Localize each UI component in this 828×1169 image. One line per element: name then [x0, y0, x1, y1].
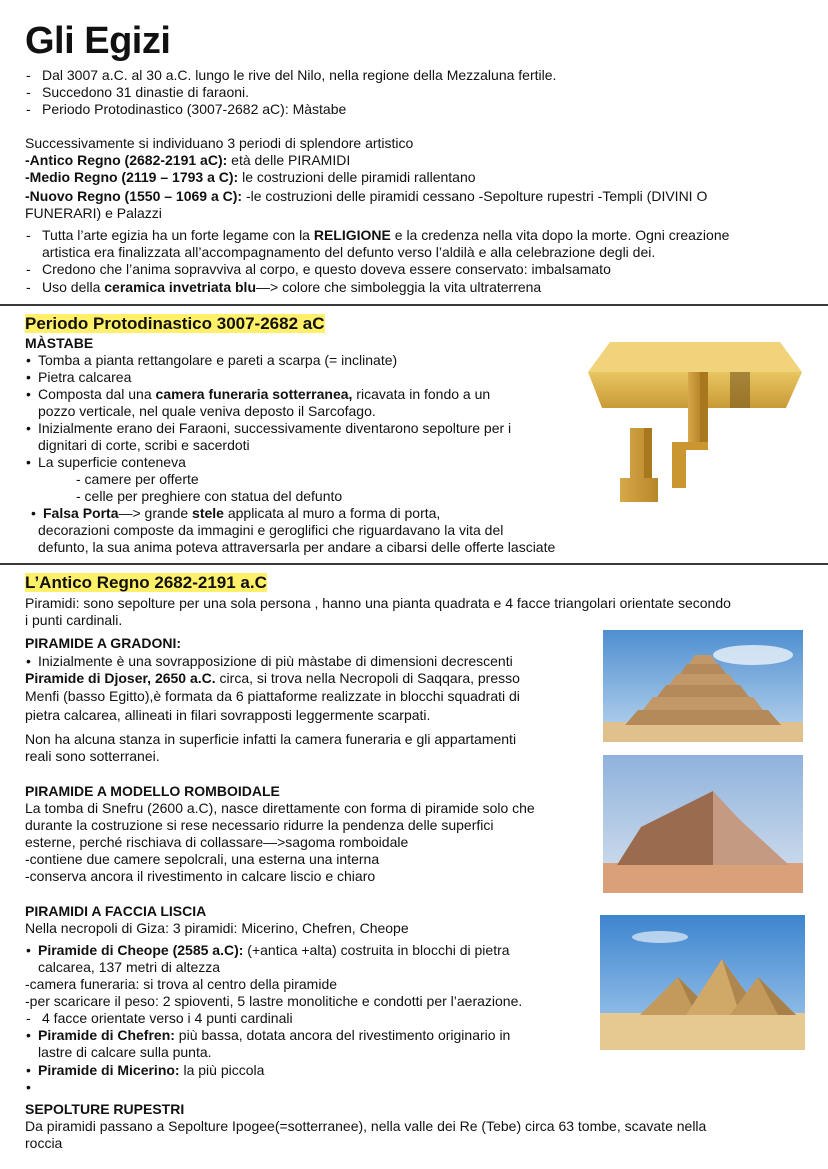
- period-medio: -Medio Regno (2119 – 1793 a C): le costruzioni delle piramidi rallentano: [25, 169, 476, 185]
- mastabe-bullet: • Inizialmente erano dei Faraoni, successivamente diventarono sepolture per i: [38, 420, 511, 437]
- gradoni-text: pietra calcarea, allineati in filari sovrapposti leggermente scarpati.: [25, 707, 431, 723]
- mastabe-bullet: • Composta dal una camera funeraria sotterranea, ricavata in fondo a un: [38, 386, 490, 403]
- rupestri-text: roccia: [25, 1135, 63, 1151]
- chefren-bullet: • Piramide di Chefren: più bassa, dotata ancora del rivestimento originario in: [38, 1027, 510, 1044]
- liscia-title: PIRAMIDI A FACCIA LISCIA: [25, 903, 207, 919]
- antico-intro: Piramidi: sono sepolture per una sola persona , hanno una pianta quadrata e 4 facce triangolari orientate secondo: [25, 595, 731, 611]
- gradoni-bullet: • Inizialmente è una sovrapposizione di più màstabe di dimensioni decrescenti: [38, 653, 513, 670]
- mastabe-subitem: - camere per offerte: [76, 471, 199, 487]
- micerino-bullet: • Piramide di Micerino: la più piccola: [38, 1062, 264, 1079]
- romboidale-text: La tomba di Snefru (2600 a.C), nasce direttamente con forma di piramide solo che: [25, 800, 535, 816]
- gradoni-text: Piramide di Djoser, 2650 a.C. circa, si trova nella Necropoli di Saqqara, presso: [25, 670, 520, 686]
- falsa-porta-bullet: • Falsa Porta—> grande stele applicata al muro a forma di porta,: [43, 505, 440, 522]
- falsa-porta-cont: decorazioni composte da immagini e geroglifici che riguardavano la vita del: [38, 522, 504, 538]
- mastabe-bullet-cont: pozzo verticale, nel quale veniva deposto il Sarcofago.: [38, 403, 376, 419]
- mastabe-bullet: • Pietra calcarea: [38, 369, 131, 386]
- romboidale-text: -conserva ancora il rivestimento in calcare liscio e chiaro: [25, 868, 376, 884]
- bent-pyramid-photo: [603, 755, 803, 893]
- mastabe-subitem: - celle per preghiere con statua del defunto: [76, 488, 343, 504]
- step-pyramid-photo: [603, 630, 803, 742]
- antico-heading: L’Antico Regno 2682-2191 a.C: [25, 573, 267, 592]
- mastabe-bullet: • Tomba a pianta rettangolare e pareti a scarpa (= inclinate): [38, 352, 397, 369]
- section-divider: [0, 563, 828, 565]
- intro-bullet: - Dal 3007 a.C. al 30 a.C. lungo le rive del Nilo, nella regione della Mezzaluna fertile.: [42, 67, 556, 84]
- gradoni-text: Non ha alcuna stanza in superficie infatti la camera funeraria e gli appartamenti: [25, 731, 517, 747]
- mastaba-illustration: [580, 330, 805, 510]
- cheope-cont: calcarea, 137 metri di altezza: [38, 959, 221, 975]
- mastabe-bullet: • La superficie conteneva: [38, 454, 186, 471]
- giza-pyramids-photo: [600, 915, 805, 1050]
- section-divider: [0, 304, 828, 306]
- gradoni-text: Menfi (basso Egitto),è formata da 6 piattaforme realizzate in blocchi squadrati di: [25, 688, 520, 704]
- ceramica-line: - Uso della ceramica invetriata blu—> colore che simboleggia la vita ultraterrena: [42, 279, 541, 296]
- chefren-cont: lastre di calcare sulla punta.: [38, 1044, 212, 1060]
- proto-heading: Periodo Protodinastico 3007-2682 aC: [25, 314, 325, 333]
- romboidale-text: -contiene due camere sepolcrali, una esterna una interna: [25, 851, 380, 867]
- rupestri-title: SEPOLTURE RUPESTRI: [25, 1101, 185, 1117]
- intro-bullet: - Succedono 31 dinastie di faraoni.: [42, 84, 249, 101]
- period-antico: -Antico Regno (2682-2191 aC): età delle PIRAMIDI: [25, 152, 351, 168]
- period-nuovo: -Nuovo Regno (1550 – 1069 a C): -le costruzioni delle piramidi cessano -Sepolture rupestri -Templi (DIVINI O: [25, 188, 708, 204]
- antico-intro-cont: i punti cardinali.: [25, 612, 123, 628]
- romboidale-text: durante la costruzione si rese necessario ridurre la pendenza delle superfici: [25, 817, 494, 833]
- cheope-bullet: • Piramide di Cheope (2585 a.C): (+antica +alta) costruita in blocchi di pietra: [38, 942, 510, 959]
- romboidale-title: PIRAMIDE A MODELLO ROMBOIDALE: [25, 783, 280, 799]
- mastabe-subheading: MÀSTABE: [25, 335, 94, 351]
- period-nuovo-cont: FUNERARI) e Palazzi: [25, 205, 162, 221]
- gradoni-text: reali sono sotterranei.: [25, 748, 160, 764]
- religione-line-2: artistica era finalizzata all’accompagnamento del defunto verso l’aldilà e alla celebrazione degli dei.: [42, 244, 656, 260]
- gradoni-title: PIRAMIDE A GRADONI:: [25, 635, 182, 651]
- liscia-text: - 4 facce orientate verso i 4 punti cardinali: [42, 1010, 293, 1027]
- liscia-text: -camera funeraria: si trova al centro della piramide: [25, 976, 338, 992]
- romboidale-text: esterne, perché rischiava di collassare—>sagoma romboidale: [25, 834, 409, 850]
- mastabe-bullet-cont: dignitari di corte, scribi e sacerdoti: [38, 437, 250, 453]
- rupestri-text: Da piramidi passano a Sepolture Ipogee(=sotterranee), nella valle dei Re (Tebe) circa 63 tombe, scavate nella: [25, 1118, 707, 1134]
- page-title: Gli Egizi: [25, 20, 171, 62]
- periods-intro: Successivamente si individuano 3 periodi di splendore artistico: [25, 135, 414, 151]
- intro-bullet: - Periodo Protodinastico (3007-2682 aC): Màstabe: [42, 101, 346, 118]
- liscia-text: Nella necropoli di Giza: 3 piramidi: Micerino, Chefren, Cheope: [25, 920, 409, 936]
- anima-line: - Credono che l’anima sopravviva al corpo, e questo doveva essere conservato: imbalsamato: [42, 261, 611, 278]
- liscia-text: -per scaricare il peso: 2 spioventi, 5 lastre monolitiche e condotti per l’aerazione.: [25, 993, 523, 1009]
- falsa-porta-cont: defunto, la sua anima poteva attraversarla per andare a cibarsi delle offerte lasciate: [38, 539, 556, 555]
- religione-line: - Tutta l’arte egizia ha un forte legame con la RELIGIONE e la credenza nella vita dopo la morte. Ogni creazione: [42, 227, 729, 244]
